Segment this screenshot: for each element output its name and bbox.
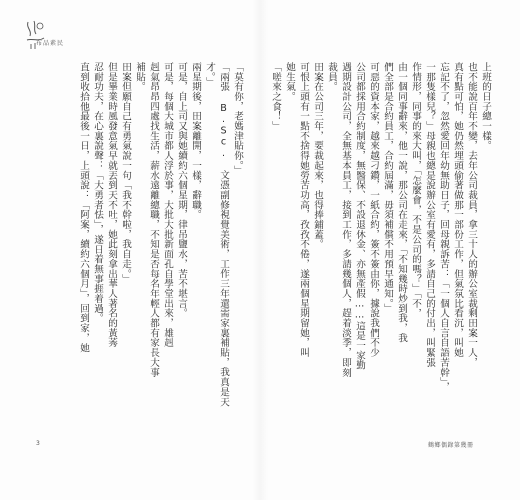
running-head: 布品素民 [36, 40, 65, 47]
text-column: 赳氣昂昂四處找生活，薪水遠離總職，不知是否每名年輕人都有家長大事 [148, 62, 159, 378]
text-column: 「莫有你，老媽津貼你。」 [232, 62, 243, 176]
text-column: 真有點可怕，她仍然埋頭偷著做那一部份工作，但氣氛比看沉，叫她 [452, 62, 463, 358]
text-column: 兩星期後，田案離開，一樣，辭職。 [190, 62, 201, 220]
text-column: 遇期設計公司，全無基本員工，接到工作，多請幾個人，趕着淡季，即刻 [340, 62, 351, 378]
text-column: 可是，自上司又與她續約六個星期，律吊鹽水，苦不堪言。 [176, 62, 187, 319]
text-column: 忘記不了，忽然愛回年幼無助日子，回母親訴苦：「一個人自言自語苦幹」， [438, 62, 449, 393]
text-column: 公司都採用合約制度，無醫保、不設退休金、亦無產假……這是一家勤 [354, 62, 365, 371]
text-column: 但是畢業時風發意氣早就丟到天不吐，她此刻拿出華人著名的黃莠 [106, 62, 117, 348]
text-column: 田案但願自己有勇氣說一句「我不幹啦，我自走。」 [120, 62, 131, 284]
page-number: 3 [36, 440, 40, 447]
text-column: 補貼。 [134, 62, 145, 92]
book-gutter [252, 0, 268, 500]
text-column: 裁員。 [326, 62, 337, 92]
text-column: 也不能說百年不變，去年公司裁員，拿三十人的辦公室裁剩田案一人， [466, 62, 477, 368]
text-column: 一那隻樣兒？」母親也總是說辦公室有愛有，多請自己的付出，叫緊張 [424, 62, 435, 368]
text-column: 直到收拾他最後一日，上頭說：「阿案，續約六個月」，回到家，她 [78, 62, 89, 353]
text-column: 才。」 [204, 62, 215, 87]
text-column: 「兩張 B.Sc. 文憑副修視覺美術，工作三年還需家裏補貼，我真是天 [218, 62, 229, 407]
running-foot: 鶴鄉偶錄第幾冊 [428, 442, 474, 449]
text-column: 忍耐功夫，在心裏說聲：「大勇者怯」，遂日着無事捱着過。 [92, 62, 103, 324]
text-column: 可惡的資本家，越來越刁鑽，一紙合約，簽不簽由你，據說我們不少 [368, 62, 379, 358]
text-column: 可是，每個大城市都人浮於事，大批大批新面孔自學堂出來，雄赳 [162, 62, 173, 348]
text-column: 們全部是合約員工，合約屆滿，毋須補償不用預早通知。」 [382, 62, 393, 314]
text-column: 由一個同事辭來，他一說，那公司在走來，「不知幾時炒到我，我 [396, 62, 407, 343]
text-column: 作情形，同事的來大叫，「怎麼會，不是公司的嗎？」「不， [410, 62, 421, 319]
text-column: 「嗟來之食！」 [270, 62, 281, 131]
text-column: 田案在公司三年，要裁起來，也得捧鋪蓋。 [312, 62, 323, 250]
text-column: 可恨上頭有一點不捨得她勞苦功高，孜孜不倦，遂兩個星期留她，叫 [298, 62, 309, 358]
text-column: 上班的日子總一樣。 [480, 62, 491, 151]
text-column: 她生氣。 [284, 62, 295, 102]
